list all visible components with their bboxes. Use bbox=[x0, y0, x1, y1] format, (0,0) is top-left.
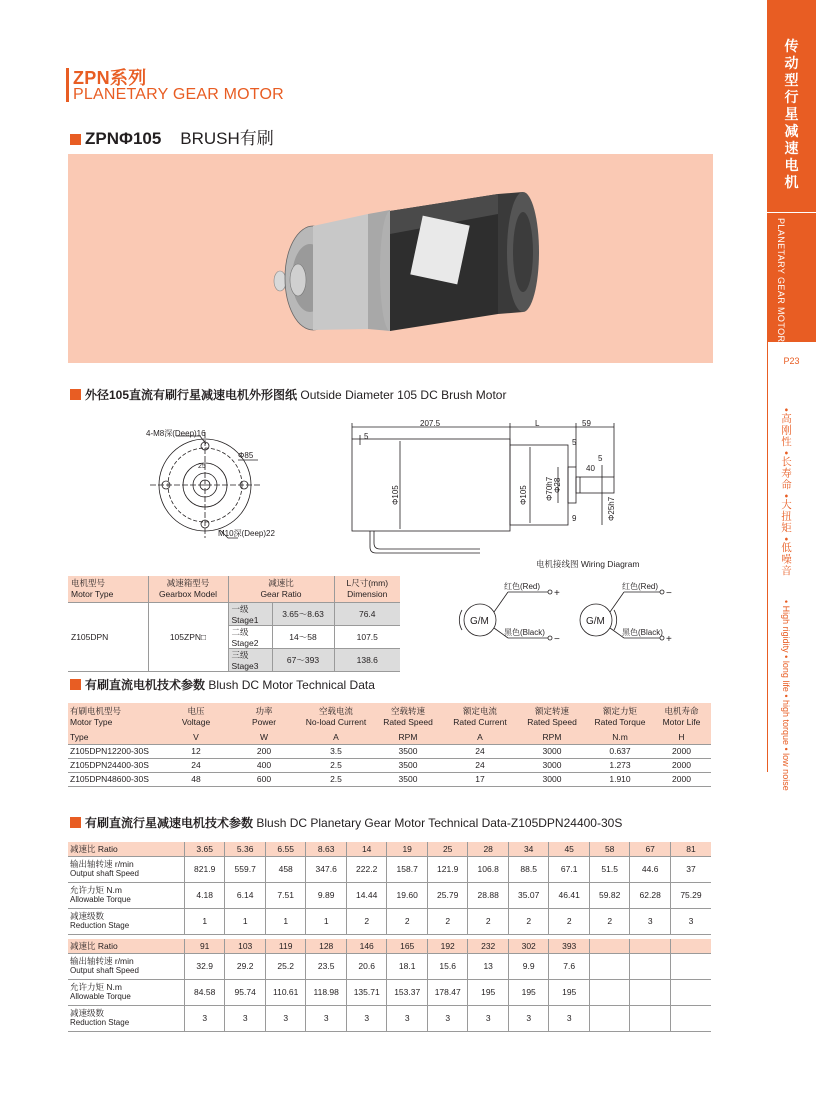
pg-cell: 28 bbox=[468, 842, 509, 856]
pg-cell: 165 bbox=[387, 939, 428, 953]
pg-cell: 67 bbox=[630, 842, 671, 856]
pg-cell: 62.28 bbox=[630, 882, 671, 908]
dc-cell: 600 bbox=[228, 772, 300, 786]
dim-dia5: Φ25h7 bbox=[607, 496, 616, 521]
cell-dim: 107.5 bbox=[334, 625, 400, 648]
table-row bbox=[68, 882, 711, 908]
wiring-red-2: 红色(Red) bbox=[622, 582, 659, 591]
pg-cell: 6.14 bbox=[225, 882, 266, 908]
pg-cell bbox=[589, 979, 630, 1005]
dc-header-cell: 功率 Power bbox=[228, 703, 300, 730]
pg-cell: 2 bbox=[387, 908, 428, 934]
dc-unit-cell: W bbox=[228, 730, 300, 744]
pg-cell: 347.6 bbox=[306, 856, 347, 882]
pg-cell: 32.9 bbox=[184, 953, 225, 979]
dc-unit-cell: A bbox=[444, 730, 516, 744]
pg-cell: 4.18 bbox=[184, 882, 225, 908]
table-row bbox=[68, 939, 711, 953]
dc-cell: Z105DPN12200-30S bbox=[68, 744, 164, 758]
pg-cell: 67.1 bbox=[549, 856, 590, 882]
pg-cell: 195 bbox=[468, 979, 509, 1005]
pg-cell: 232 bbox=[468, 939, 509, 953]
cell-ratio: 14～58 bbox=[272, 625, 334, 648]
dc-cell: 24 bbox=[164, 758, 228, 772]
dc-cell: 1.273 bbox=[588, 758, 652, 772]
motor-illustration bbox=[68, 154, 713, 363]
model-heading bbox=[70, 124, 274, 149]
sidebar-features-en: • High rigidity • long life • high torque • low noise bbox=[781, 600, 791, 791]
pg-cell: 7.6 bbox=[549, 953, 590, 979]
pg-cell: 35.07 bbox=[508, 882, 549, 908]
pg-cell: 192 bbox=[427, 939, 468, 953]
pg-cell: 9.89 bbox=[306, 882, 347, 908]
series-subtitle: PLANETARY GEAR MOTOR bbox=[73, 86, 284, 103]
wiring-minus-2: − bbox=[666, 588, 672, 599]
pg-cell: 29.2 bbox=[225, 953, 266, 979]
dc-cell: 2.5 bbox=[300, 758, 372, 772]
dc-unit-cell: H bbox=[652, 730, 711, 744]
pg-table-block-1 bbox=[68, 842, 711, 935]
bullet-square bbox=[70, 389, 81, 400]
dc-motor-table bbox=[68, 703, 711, 787]
pg-cell: 19 bbox=[387, 842, 428, 856]
pg-cell: 2 bbox=[549, 908, 590, 934]
pg-cell bbox=[670, 979, 711, 1005]
cell-stage: 二级Stage2 bbox=[228, 625, 272, 648]
wiring-plus-2: + bbox=[666, 634, 672, 645]
pg-cell: 14.44 bbox=[346, 882, 387, 908]
dc-cell: 12 bbox=[164, 744, 228, 758]
pg-cell: 3 bbox=[346, 1005, 387, 1031]
pg-row-label: 输出轴转速 r/min Output shaft Speed bbox=[68, 953, 184, 979]
dim-5b: 5 bbox=[572, 438, 577, 447]
dc-cell: 2000 bbox=[652, 758, 711, 772]
pg-cell: 195 bbox=[508, 979, 549, 1005]
pg-row-label: 允许力矩 N.m Allowable Torque bbox=[68, 882, 184, 908]
pg-cell: 146 bbox=[346, 939, 387, 953]
pg-cell: 821.9 bbox=[184, 856, 225, 882]
pg-cell: 46.41 bbox=[549, 882, 590, 908]
dim-dia4: Φ28 bbox=[553, 477, 562, 493]
pg-cell: 3 bbox=[468, 1005, 509, 1031]
cell-ratio: 3.65～8.63 bbox=[272, 602, 334, 625]
front-pcd-label: Φ85 bbox=[238, 451, 254, 460]
pg-cell bbox=[589, 953, 630, 979]
pg-cell: 2 bbox=[589, 908, 630, 934]
dim-key: 40 bbox=[586, 464, 595, 473]
pg-cell: 1 bbox=[306, 908, 347, 934]
pg-cell bbox=[630, 979, 671, 1005]
pg-cell: 222.2 bbox=[346, 856, 387, 882]
dim-dia1: Φ105 bbox=[391, 485, 400, 505]
pg-cell: 19.60 bbox=[387, 882, 428, 908]
cell-dim: 76.4 bbox=[334, 602, 400, 625]
wiring-black-1: 黑色(Black) bbox=[504, 628, 545, 637]
pg-cell bbox=[630, 939, 671, 953]
pg-cell: 8.63 bbox=[306, 842, 347, 856]
dc-header-cell: 电机寿命 Motor Life bbox=[652, 703, 711, 730]
gear-ratio-table bbox=[68, 576, 400, 672]
pg-cell: 153.37 bbox=[387, 979, 428, 1005]
dim-shaft: 59 bbox=[582, 419, 591, 428]
wiring-gm-2: G/M bbox=[586, 616, 605, 627]
pg-row-label: 减速级数 Reduction Stage bbox=[68, 908, 184, 934]
pg-cell: 2 bbox=[346, 908, 387, 934]
dc-cell: 400 bbox=[228, 758, 300, 772]
pg-cell: 195 bbox=[549, 979, 590, 1005]
table-row bbox=[68, 979, 711, 1005]
page-number: P23 bbox=[783, 356, 800, 366]
pg-cell: 18.1 bbox=[387, 953, 428, 979]
pg-cell: 9.9 bbox=[508, 953, 549, 979]
pg-cell: 3 bbox=[265, 1005, 306, 1031]
pg-cell: 110.61 bbox=[265, 979, 306, 1005]
pg-cell: 559.7 bbox=[225, 856, 266, 882]
model-type: BRUSH有刷 bbox=[180, 129, 274, 148]
table-row bbox=[68, 1005, 711, 1031]
series-accent-bar bbox=[66, 68, 69, 102]
dc-cell: 17 bbox=[444, 772, 516, 786]
dc-unit-cell: Type bbox=[68, 730, 164, 744]
wiring-red-1: 红色(Red) bbox=[504, 582, 541, 591]
front-center-label: M10深(Deep)22 bbox=[218, 529, 275, 538]
pg-cell bbox=[670, 1005, 711, 1031]
front-view-drawing bbox=[140, 420, 310, 550]
cell-stage: 一级Stage1 bbox=[228, 602, 272, 625]
col-dimension: L尺寸(mm) Dimension bbox=[334, 576, 400, 602]
pg-cell: 5.36 bbox=[225, 842, 266, 856]
cell-motor: Z105DPN bbox=[68, 602, 148, 671]
dc-cell: 2000 bbox=[652, 744, 711, 758]
wiring-gm-1: G/M bbox=[470, 616, 489, 627]
pg-cell bbox=[589, 1005, 630, 1031]
pg-cell: 75.29 bbox=[670, 882, 711, 908]
dc-cell: 3000 bbox=[516, 758, 588, 772]
pg-cell: 106.8 bbox=[468, 856, 509, 882]
wiring-plus-1: + bbox=[554, 588, 560, 599]
side-view-drawing bbox=[340, 415, 640, 565]
table-row bbox=[68, 772, 711, 786]
table-row bbox=[68, 758, 711, 772]
dim-l: L bbox=[535, 419, 540, 428]
pg-cell: 3 bbox=[184, 1005, 225, 1031]
pg-cell: 59.82 bbox=[589, 882, 630, 908]
product-photo bbox=[68, 154, 713, 363]
dc-header-cell: 空载电流 No-load Current bbox=[300, 703, 372, 730]
dc-unit-cell: RPM bbox=[516, 730, 588, 744]
cell-dim: 138.6 bbox=[334, 648, 400, 671]
pg-cell: 1 bbox=[225, 908, 266, 934]
pg-cell: 88.5 bbox=[508, 856, 549, 882]
pg-cell: 1 bbox=[265, 908, 306, 934]
pg-cell: 34 bbox=[508, 842, 549, 856]
pg-cell: 3 bbox=[508, 1005, 549, 1031]
wiring-diagram-title: 电机接线图 Wiring Diagram bbox=[536, 559, 640, 569]
pg-cell bbox=[589, 939, 630, 953]
pg-cell: 13 bbox=[468, 953, 509, 979]
pg-cell: 51.5 bbox=[589, 856, 630, 882]
bullet-square bbox=[70, 817, 81, 828]
dc-cell: 3000 bbox=[516, 772, 588, 786]
wiring-black-2: 黑色(Black) bbox=[622, 628, 663, 637]
sidebar-features-zh: •高刚性 •长寿命 •大扭矩 •低噪音 bbox=[780, 408, 792, 577]
dim-length: 207.5 bbox=[420, 419, 441, 428]
pg-row-label: 输出轴转速 r/min Output shaft Speed bbox=[68, 856, 184, 882]
pg-cell: 3 bbox=[387, 1005, 428, 1031]
pg-cell: 23.5 bbox=[306, 953, 347, 979]
pg-cell: 103 bbox=[225, 939, 266, 953]
pg-cell: 2 bbox=[427, 908, 468, 934]
dc-cell: 24 bbox=[444, 758, 516, 772]
dim-dia2: Φ105 bbox=[519, 485, 528, 505]
dc-cell: 3000 bbox=[516, 744, 588, 758]
pg-cell: 81 bbox=[670, 842, 711, 856]
pg-cell: 28.88 bbox=[468, 882, 509, 908]
dc-cell: 2000 bbox=[652, 772, 711, 786]
pg-row-label: 减速级数 Reduction Stage bbox=[68, 1005, 184, 1031]
pg-cell: 178.47 bbox=[427, 979, 468, 1005]
col-gearbox: 减速箱型号 Gearbox Model bbox=[148, 576, 228, 602]
pg-cell: 118.98 bbox=[306, 979, 347, 1005]
pg-cell: 44.6 bbox=[630, 856, 671, 882]
pg-cell: 25.2 bbox=[265, 953, 306, 979]
pg-cell: 3 bbox=[306, 1005, 347, 1031]
series-title: ZPN系列 bbox=[73, 68, 147, 88]
table-row bbox=[68, 953, 711, 979]
pg-row-label: 减速比 Ratio bbox=[68, 939, 184, 953]
wiring-diagram bbox=[456, 578, 716, 652]
cell-stage: 三级Stage3 bbox=[228, 648, 272, 671]
wiring-minus-1: − bbox=[554, 634, 560, 645]
pg-cell bbox=[670, 953, 711, 979]
cell-gearbox: 105ZPN□ bbox=[148, 602, 228, 671]
dc-cell: 200 bbox=[228, 744, 300, 758]
pg-cell: 91 bbox=[184, 939, 225, 953]
pg-cell: 3 bbox=[549, 1005, 590, 1031]
dim-9: 9 bbox=[572, 514, 577, 523]
pg-cell bbox=[630, 1005, 671, 1031]
dc-cell: 24 bbox=[444, 744, 516, 758]
pg-cell: 121.9 bbox=[427, 856, 468, 882]
pg-cell bbox=[630, 953, 671, 979]
dc-unit-cell: V bbox=[164, 730, 228, 744]
front-inner-label: 25 bbox=[198, 463, 206, 470]
dc-cell: 3.5 bbox=[300, 744, 372, 758]
dc-cell: 48 bbox=[164, 772, 228, 786]
pg-cell: 84.58 bbox=[184, 979, 225, 1005]
dc-cell: 0.637 bbox=[588, 744, 652, 758]
model-name: ZPNΦ105 bbox=[85, 129, 162, 148]
pg-row-label: 允许力矩 N.m Allowable Torque bbox=[68, 979, 184, 1005]
sidebar-subtitle: PLANETARY GEAR MOTOR bbox=[776, 218, 786, 343]
dc-header-cell: 额定力矩 Rated Torque bbox=[588, 703, 652, 730]
pg-table-block-2 bbox=[68, 939, 711, 1032]
pg-cell: 458 bbox=[265, 856, 306, 882]
dc-unit-cell: N.m bbox=[588, 730, 652, 744]
pg-cell: 20.6 bbox=[346, 953, 387, 979]
pg-cell: 7.51 bbox=[265, 882, 306, 908]
pg-cell bbox=[670, 939, 711, 953]
pg-cell: 3 bbox=[630, 908, 671, 934]
dc-cell: 3500 bbox=[372, 772, 444, 786]
pg-cell: 58 bbox=[589, 842, 630, 856]
sidebar-subtitle-box bbox=[767, 212, 816, 342]
pg-cell: 2 bbox=[508, 908, 549, 934]
dc-table-heading: 有刷直流电机技术参数 Blush DC Motor Technical Data bbox=[70, 676, 375, 693]
dc-unit-cell: RPM bbox=[372, 730, 444, 744]
dc-cell: Z105DPN48600-30S bbox=[68, 772, 164, 786]
dim-5a: 5 bbox=[364, 432, 369, 441]
dc-header-cell: 额定电流 Rated Current bbox=[444, 703, 516, 730]
col-motor-type: 电机型号 Motor Type bbox=[68, 576, 148, 602]
front-holes-label: 4-M8深(Deep)16 bbox=[146, 429, 206, 438]
pg-cell: 25 bbox=[427, 842, 468, 856]
dc-cell: 2.5 bbox=[300, 772, 372, 786]
pg-cell: 302 bbox=[508, 939, 549, 953]
dc-cell: Z105DPN24400-30S bbox=[68, 758, 164, 772]
bullet-square bbox=[70, 679, 81, 690]
dc-cell: 3500 bbox=[372, 758, 444, 772]
dc-header-cell: 空载转速 Rated Speed bbox=[372, 703, 444, 730]
pg-cell: 3 bbox=[225, 1005, 266, 1031]
pg-cell: 3.65 bbox=[184, 842, 225, 856]
dc-header-cell: 电压 Voltage bbox=[164, 703, 228, 730]
pg-cell: 135.71 bbox=[346, 979, 387, 1005]
dc-cell: 3500 bbox=[372, 744, 444, 758]
pg-cell: 393 bbox=[549, 939, 590, 953]
dc-header-cell: 有刷电机型号 Motor Type bbox=[68, 703, 164, 730]
pg-cell: 95.74 bbox=[225, 979, 266, 1005]
cell-ratio: 67～393 bbox=[272, 648, 334, 671]
sidebar-title: 传 动 型 行 星 减 速 电 机 bbox=[784, 38, 799, 190]
dc-cell: 1.910 bbox=[588, 772, 652, 786]
pg-cell: 6.55 bbox=[265, 842, 306, 856]
sidebar-divider bbox=[767, 342, 768, 772]
dc-unit-cell: A bbox=[300, 730, 372, 744]
pg-cell: 2 bbox=[468, 908, 509, 934]
drawing-heading: 外径105直流有刷行星减速电机外形图纸 Outside Diameter 105 DC Brush Motor bbox=[70, 386, 506, 403]
col-gear-ratio: 减速比 Gear Ratio bbox=[228, 576, 334, 602]
table-row bbox=[68, 842, 711, 856]
dc-header-cell: 额定转速 Rated Speed bbox=[516, 703, 588, 730]
pg-row-label: 减速比 Ratio bbox=[68, 842, 184, 856]
bullet-square bbox=[70, 134, 81, 145]
pg-cell: 1 bbox=[184, 908, 225, 934]
pg-cell: 3 bbox=[427, 1005, 468, 1031]
pg-cell: 45 bbox=[549, 842, 590, 856]
pg-cell: 14 bbox=[346, 842, 387, 856]
dim-dia3: Φ70h7 bbox=[545, 476, 554, 501]
pg-cell: 25.79 bbox=[427, 882, 468, 908]
pg-cell: 37 bbox=[670, 856, 711, 882]
dim-5c: 5 bbox=[598, 454, 603, 463]
table-row bbox=[68, 856, 711, 882]
table-row bbox=[68, 908, 711, 934]
pg-cell: 119 bbox=[265, 939, 306, 953]
table-row bbox=[68, 744, 711, 758]
pg-table-heading: 有刷直流行星减速电机技术参数 Blush DC Planetary Gear Motor Technical Data-Z105DPN24400-30S bbox=[70, 814, 622, 831]
pg-cell: 158.7 bbox=[387, 856, 428, 882]
pg-cell: 15.6 bbox=[427, 953, 468, 979]
pg-cell: 128 bbox=[306, 939, 347, 953]
pg-cell: 3 bbox=[670, 908, 711, 934]
